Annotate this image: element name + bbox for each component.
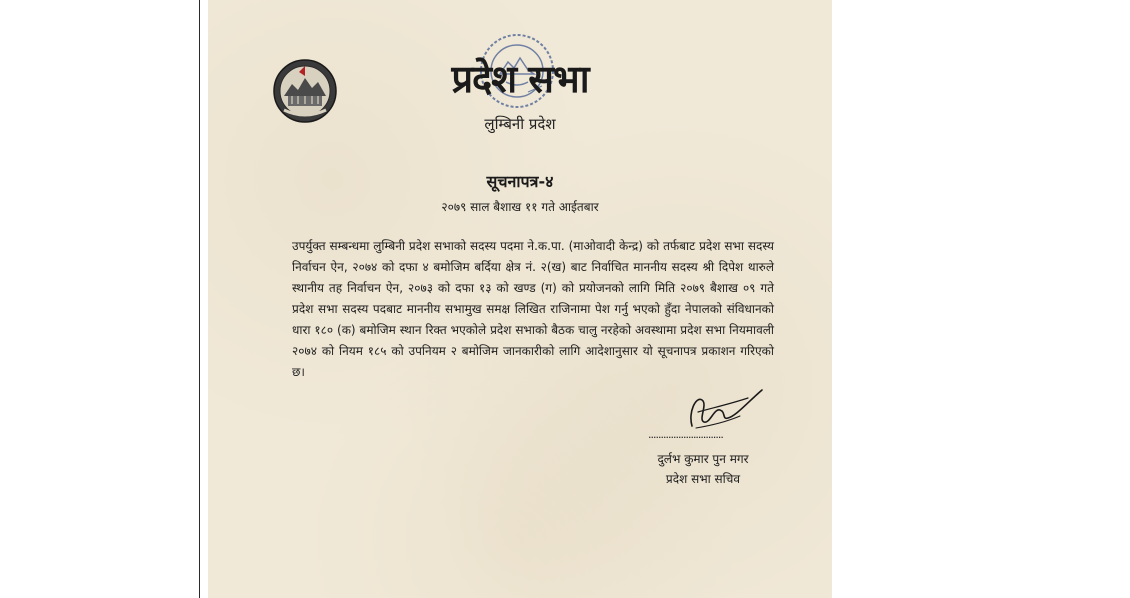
notice-document xyxy=(208,0,832,598)
notice-body: उपर्युक्त सम्बन्धमा लुम्बिनी प्रदेश सभाको सदस्य पदमा ने.क.पा. (माओवादी केन्द्र) को तर्फबाट प्रदेश सभा सदस्य निर्वाचन ऐन, २०७४ को दफा ४ बमोजिम बर्दिया क्षेत्र नं. २(ख) बाट निर्वाचित माननीय सदस्य श्री दिपेश थारुले स्थानीय तह निर्वाचन ऐन, २०७३ को दफा १३ को खण्ड (ग) को प्रयोजनको लागि मिति २०७९ बैशाख ०९ गते प्रदेश सभा सदस्य पदबाट माननीय सभामुख समक्ष लिखित राजिनामा पेश गर्नु भएको हुँदा नेपालको संविधानको धारा १८० (क) बमोजिम स्थान रिक्त भएकोले प्रदेश सभाको बैठक चालु नरहेको अवस्थामा प्रदेश सभा नियमावली २०७४ को नियम १८५ को उपनियम २ बमोजिम जानकारीको लागि आदेशानुसार यो सूचनापत्र प्रकाशन गरिएको छ। xyxy=(292,239,774,379)
notice-title: सूचनापत्र-४ xyxy=(486,172,554,191)
signer-title: प्रदेश सभा सचिव xyxy=(665,472,741,486)
handwritten-signature xyxy=(678,382,768,434)
notice-date: २०७९ साल बैशाख ११ गते आईतबार xyxy=(441,200,599,214)
signature-line: .............................. xyxy=(648,428,723,441)
assembly-title: प्रदेश सभा xyxy=(451,57,589,101)
left-border-line xyxy=(199,0,200,598)
signer-name: दुर्लभ कुमार पुन मगर xyxy=(657,452,749,466)
province-name: लुम्बिनी प्रदेश xyxy=(484,115,556,133)
